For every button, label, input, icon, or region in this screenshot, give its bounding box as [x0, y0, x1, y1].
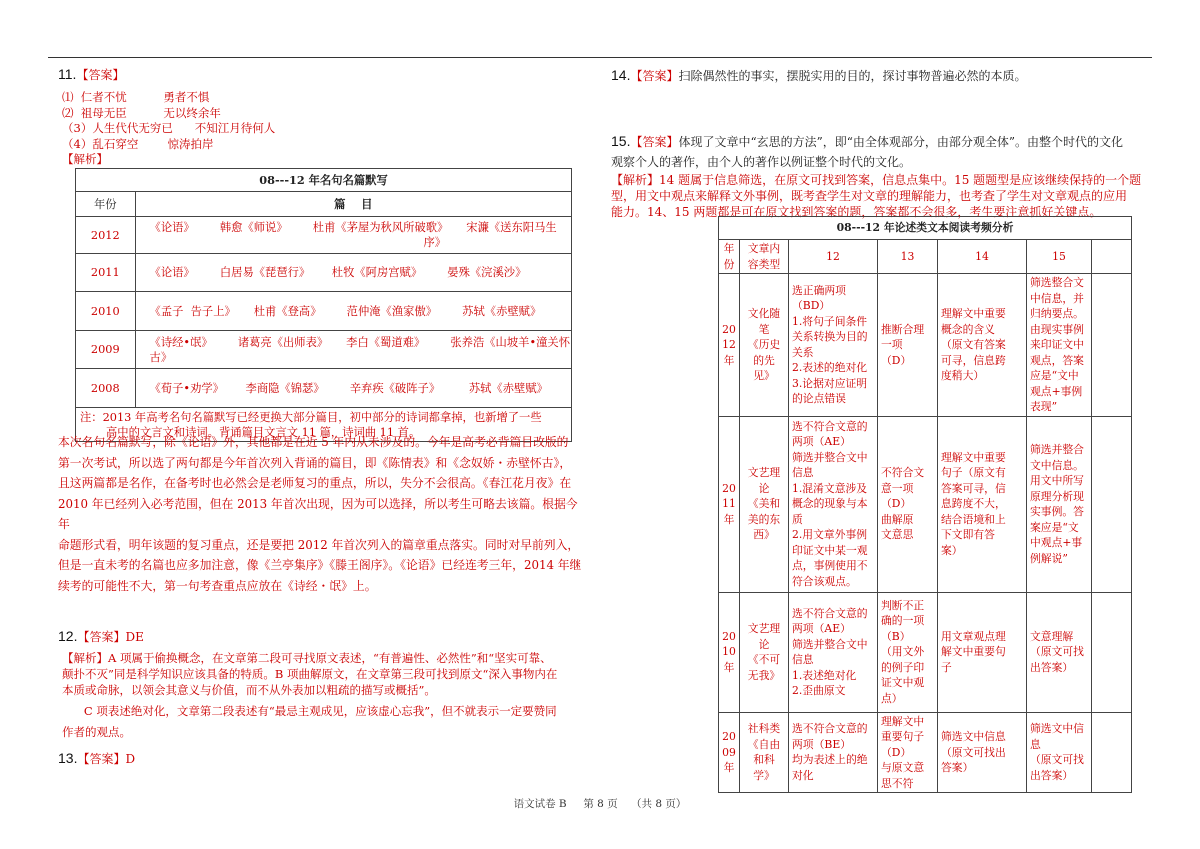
analysis-line: 但是一直未考的名篇也应多加注意，像《兰亭集序》《滕王阁序》。《论语》已经连考三年，2014 年继 — [58, 558, 582, 572]
table-row — [719, 592, 1132, 712]
q12-analysis — [62, 650, 592, 740]
analysis-line: 本次名句名篇默写，除《论语》外，其他都是在近 5 年内从未涉及的。今年是高考必背篇目改版的 — [58, 435, 569, 449]
pieces-line: 序》 — [423, 236, 447, 249]
cell-14: 用文章观点理 解文中重要句 子 — [938, 592, 1027, 712]
table-row — [719, 274, 1132, 417]
cell-15: 文意理解 （原文可找 出答案） — [1027, 592, 1092, 712]
header-rule — [48, 57, 1152, 58]
cell-12: 选正确两项 （BD） 1.将句子间条件 关系转换为目的 关系 2.表述的绝对化 3.论据对应证明 的论点错误 — [789, 274, 878, 417]
q15-answer-cont: 观察个人的著作，由个人的著作以例证整个时代的文化。 — [611, 155, 912, 169]
q15-answer: 体现了文章中“玄思的方法”，即“由全体观部分，由部分观全体”。由整个时代的文化 — [678, 135, 1124, 149]
q11-answer-tag: 【答案】 — [76, 68, 125, 82]
frequency-table-title: 08---12 年论述类文本阅读考频分析 — [719, 217, 1132, 240]
q15-number: 15. — [611, 133, 631, 149]
analysis-line: 颠扑不灭”同是科学知识应该具备的特质。B 项曲解原文，在文章第三段可找到原文“深入事物内在 — [62, 667, 558, 681]
q11-answer-2: ⑵ 祖母无臣 无以终余年 — [62, 105, 221, 120]
analysis-line: 能力。14、15 两题都是可在原文找到答案的题，答案都不会很多，考生要注意抓好关键点。 — [611, 205, 1102, 219]
row-type: 社科类 《自由 和科 学》 — [740, 712, 789, 793]
q14-number: 14. — [611, 67, 631, 83]
note-line: 注：2013 年高考名句名篇默写已经更换大部分篇目，初中部分的诗词都拿掉，也新增了一些 — [80, 410, 542, 424]
col-header: 年 份 — [719, 240, 740, 274]
row-pieces — [135, 217, 571, 254]
q13-answer-tag: 【答案】 — [77, 752, 126, 766]
cell-13: 不符合文 意一项 （D） 曲解原 文意思 — [878, 416, 938, 592]
cell-14: 理解文中重要 概念的含义 （原文有答案 可寻，信息跨 度稍大） — [938, 274, 1027, 417]
row-pieces: 《荀子•劝学》 李商隐《锦瑟》 辛弃疾《破阵子》 苏轼《赤壁赋》 — [135, 369, 571, 408]
row-year: 2009 — [76, 331, 136, 369]
row-type: 文艺理 论 《不可 无我》 — [740, 592, 789, 712]
q12-answer-tag: 【答案】 — [77, 630, 126, 644]
row-pieces: 《孟子 告子上》 杜甫《登高》 范仲淹《渔家傲》 苏轼《赤壁赋》 — [135, 292, 571, 331]
cell-15: 筛选文中信 息 （原文可找 出答案） — [1027, 712, 1092, 793]
cell-12: 选不符合文意的 两项（BE） 均为表述上的绝 对化 — [789, 712, 878, 793]
col-header: 15 — [1027, 240, 1092, 274]
analysis-line: 作者的观点。 — [62, 725, 131, 739]
col-pieces-header: 篇 目 — [135, 192, 571, 217]
analysis-line: 【解析】14 题属于信息筛选，在原文可找到答案，信息点集中。15 题题型是应该继续保持的一个题 — [611, 173, 1142, 187]
row-year: 20 10 年 — [719, 592, 740, 712]
table-row — [719, 416, 1132, 592]
row-year: 2010 — [76, 292, 136, 331]
row-pieces — [135, 331, 571, 369]
analysis-line: 续考的可能性不大，第一句考查重点应放在《诗经・氓》上。 — [58, 578, 377, 593]
page-footer: 语文试卷 B 第 8 页 （共 8 页） — [513, 798, 687, 810]
q12-heading — [58, 628, 144, 645]
row-type: 文艺理 论 《美和 美的东 西》 — [740, 416, 789, 592]
q11-answer-3: （3）人生代代无穷已 不知江月待何人 — [62, 121, 276, 135]
row-year: 20 09 年 — [719, 712, 740, 793]
pieces-line: 《论语》 韩愈《师说》 杜甫《茅屋为秋风所破歌》 宋濂《送东阳马生 — [149, 221, 557, 234]
q12-answer: DE — [125, 630, 144, 644]
col-header: 13 — [878, 240, 938, 274]
cell-12: 选不符合文意的 两项（AE） 筛选并整合文中 信息 1.表述绝对化 2.歪曲原文 — [789, 592, 878, 712]
row-year: 2008 — [76, 369, 136, 408]
row-year: 20 12 年 — [719, 274, 740, 417]
cell-12: 选不符合文意的 两项（AE） 筛选并整合文中 信息 1.混淆文意涉及 概念的现象与本 质 2.用文章外事例 印证文中某一观 点，事例使用不 符合该观点。 — [789, 416, 878, 592]
frequency-table — [718, 216, 1132, 793]
q11-analysis — [58, 432, 588, 596]
row-type: 文化随 笔 《历史 的先 见》 — [740, 274, 789, 417]
q13-heading — [58, 750, 135, 767]
q11-analysis-tag: 【解析】 — [62, 152, 108, 166]
analysis-line: 型，用文中观点来解释文外事例，既考查学生对文章的理解能力，也考查了学生对文章观点的应用 — [611, 189, 1128, 203]
table-row — [719, 712, 1132, 793]
recitation-table-title: 08---12 年名句名篇默写 — [76, 169, 572, 192]
q11-answers — [62, 90, 275, 168]
table-row — [76, 217, 572, 254]
cell-15: 筛选并整合 文中信息。 用文中所写 原理分析现 实事例。答 案应是“文 中观点+事 例解说” — [1027, 416, 1092, 592]
col-year-header: 年份 — [76, 192, 136, 217]
q11-heading — [58, 66, 124, 83]
cell-14: 理解文中重要 句子（原文有 答案可寻，信 息跨度不大， 结合语境和上 下文即有答 案） — [938, 416, 1027, 592]
cell-15: 筛选整合文 中信息，并 归纳要点。 由现实事例 来印证文中 观点，答案 应是“文中 观点+事例 表现” — [1027, 274, 1092, 417]
analysis-line: 命题形式看，明年该题的复习重点，还是要把 2012 年首次列入的篇章重点落实。同时对早前列入， — [58, 537, 580, 552]
table-row — [76, 292, 572, 331]
q14-heading — [611, 67, 1027, 84]
q13-number: 13. — [58, 750, 78, 766]
q11-answer-4: （4）乱石穿空 惊涛拍岸 — [62, 136, 214, 151]
cell-13: 推断合理 一项 （D） — [878, 274, 938, 417]
col-header: 12 — [789, 240, 878, 274]
row-year: 20 11 年 — [719, 416, 740, 592]
recitation-table — [75, 168, 572, 442]
analysis-line: C 项表述绝对化，文章第二段表述有“最忌主观成见，应该虚心忘我”，但不就表示一定要赞同 — [62, 704, 557, 718]
cell-13: 判断不正 确的一项 （B） （用文外 的例子印 证文中观 点） — [878, 592, 938, 712]
q15-analysis — [611, 172, 1151, 220]
table-row — [76, 331, 572, 369]
pieces-line: 古》 — [149, 350, 173, 364]
q15-answer-tag: 【答案】 — [630, 135, 679, 149]
analysis-line: 第一次考试，所以选了两句都是今年首次列入背诵的篇目，即《陈情表》和《念奴娇・赤壁怀古》， — [58, 455, 572, 470]
col-header — [1092, 240, 1132, 274]
pieces-line: 《诗经•氓》 诸葛亮《出师表》 李白《蜀道难》 张养浩《山坡羊•潼关怀 — [149, 335, 570, 349]
q14-answer: 扫除偶然性的事实，摆脱实用的目的，探讨事物普遍必然的本质。 — [678, 69, 1027, 83]
q13-answer: D — [125, 752, 136, 766]
table-row — [76, 369, 572, 408]
q11-number: 11. — [58, 66, 77, 82]
analysis-line: 本质或命脉，以领会其意义与价值，而不从外表加以粗疏的描写或概括”。 — [62, 683, 436, 697]
analysis-line: 【解析】A 项属于偷换概念，在文章第二段可寻找原文表述，“有普遍性、必然性”和“坚实可靠、 — [62, 651, 552, 665]
col-header: 文章内 容类型 — [740, 240, 789, 274]
q15-block — [611, 131, 1151, 220]
cell-14: 筛选文中信息 （原文可找出 答案） — [938, 712, 1027, 793]
row-pieces: 《论语》 白居易《琵琶行》 杜牧《阿房宫赋》 晏殊《浣溪沙》 — [135, 254, 571, 292]
q14-answer-tag: 【答案】 — [630, 69, 679, 83]
row-year: 2011 — [76, 254, 136, 292]
cell-13: 理解文中 重要句子 （D） 与原文意 思不符 — [878, 712, 938, 793]
q11-answer-1: ⑴ 仁者不忧 勇者不惧 — [62, 90, 210, 104]
analysis-line: 且这两篇都是名作，在备考时也必然会是老师复习的重点，所以，失分不会很高。《春江花月夜》在 — [58, 476, 572, 490]
analysis-line: 2010 年已经列入必考范围，但在 2013 年首次出现，因为可以选择，所以考生可略去该篇。根据今年 — [58, 496, 578, 531]
table-row — [76, 254, 572, 292]
note-line: 高中的文言文和诗词。背诵篇目文言文 11 篇，诗词曲 11 首。 — [106, 425, 421, 439]
row-year: 2012 — [76, 217, 136, 254]
col-header: 14 — [938, 240, 1027, 274]
q12-number: 12. — [58, 628, 78, 644]
